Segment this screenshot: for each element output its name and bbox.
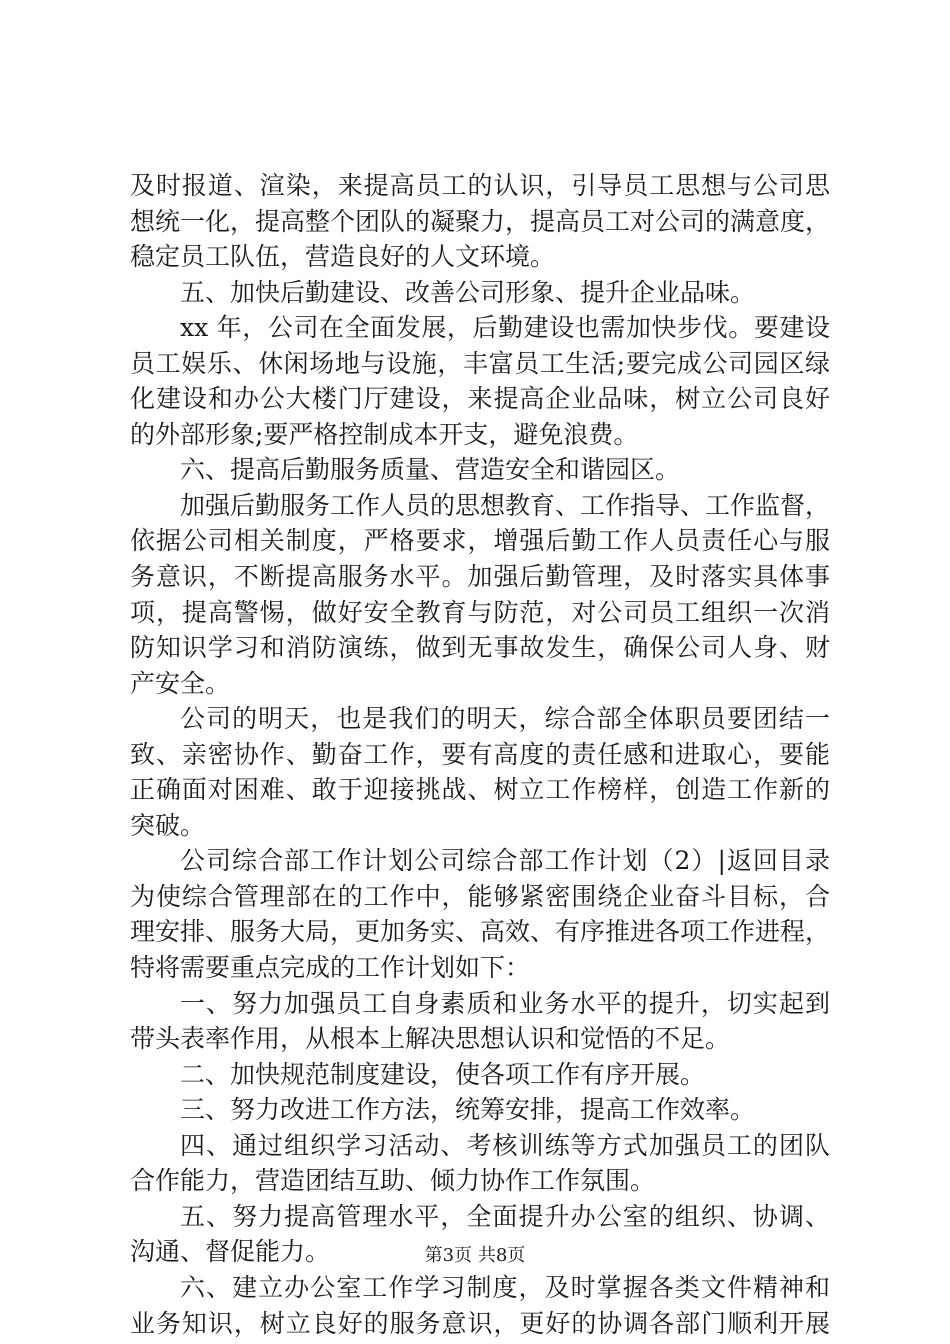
text-line: 想统一化，提高整个团队的凝聚力，提高员工对公司的满意度， <box>130 206 831 236</box>
text-line: 依据公司相关制度，严格要求，增强后勤工作人员责任心与服 <box>130 526 830 556</box>
text-line: 正确面对困难、敢于迎接挑战、树立工作榜样，创造工作新的 <box>130 775 830 805</box>
document-body <box>130 168 830 1341</box>
text-line: 理安排、服务大局，更加务实、高效、有序推进各项工作进程， <box>130 917 831 947</box>
text-line: 沟通、督促能力。 <box>130 1237 331 1267</box>
text-line: xx 年，公司在全面发展，后勤建设也需加快步伐。要建设 <box>180 313 830 343</box>
text-line: 化建设和办公大楼门厅建设，来提高企业品味，树立公司良好 <box>130 384 830 414</box>
text-line: 为使综合管理部在的工作中，能够紧密围绕企业奋斗目标，合 <box>130 881 830 911</box>
text-line: 员工娱乐、休闲场地与设施，丰富员工生活;要完成公司园区绿 <box>130 348 830 378</box>
text-line: 公司的明天，也是我们的明天，综合部全体职员要团结一 <box>180 704 830 734</box>
text-line: 特将需要重点完成的工作计划如下： <box>130 953 531 983</box>
text-line: 项，提高警惕，做好安全教育与防范，对公司员工组织一次消 <box>130 597 830 627</box>
text-line: 业务知识，树立良好的服务意识，更好的协调各部门顺利开展 <box>130 1308 830 1338</box>
text-line: 加强后勤服务工作人员的思想教育、工作指导、工作监督， <box>180 490 831 520</box>
text-line: 带头表率作用，从根本上解决思想认识和觉悟的不足。 <box>130 1024 731 1054</box>
text-line: 产安全。 <box>130 668 231 698</box>
text-line: 四、通过组织学习活动、考核训练等方式加强员工的团队 <box>180 1130 830 1160</box>
text-line: 突破。 <box>130 810 206 840</box>
text-line: 五、努力提高管理水平，全面提升办公室的组织、协调、 <box>180 1201 830 1231</box>
text-line: 合作能力，营造团结互助、倾力协作工作氛围。 <box>130 1166 656 1196</box>
text-line: 五、加快后勤建设、改善公司形象、提升企业品味。 <box>180 277 756 307</box>
text-line: 一、努力加强员工自身素质和业务水平的提升，切实起到 <box>180 988 830 1018</box>
text-line: 防知识学习和消防演练，做到无事故发生，确保公司人身、财 <box>130 633 830 663</box>
text-line: 三、努力改进工作方法，统筹安排，提高工作效率。 <box>180 1095 756 1125</box>
text-line: 公司综合部工作计划公司综合部工作计划（2）|返回目录 <box>180 846 830 876</box>
text-line: 的外部形象;要严格控制成本开支，避免浪费。 <box>130 419 639 449</box>
text-line: 稳定员工队伍，营造良好的人文环境。 <box>130 242 556 272</box>
text-line: 务意识，不断提高服务水平。加强后勤管理，及时落实具体事 <box>130 562 830 592</box>
text-line: 二、加快规范制度建设，使各项工作有序开展。 <box>180 1059 706 1089</box>
text-line: 致、亲密协作、勤奋工作，要有高度的责任感和进取心，要能 <box>130 739 830 769</box>
text-line: 及时报道、渲染，来提高员工的认识，引导员工思想与公司思 <box>130 171 830 200</box>
page-number-footer: 第3页 共8页 <box>424 1245 526 1266</box>
text-line: 六、建立办公室工作学习制度，及时掌握各类文件精神和 <box>180 1272 830 1302</box>
text-line: 六、提高后勤服务质量、营造安全和谐园区。 <box>180 455 681 485</box>
